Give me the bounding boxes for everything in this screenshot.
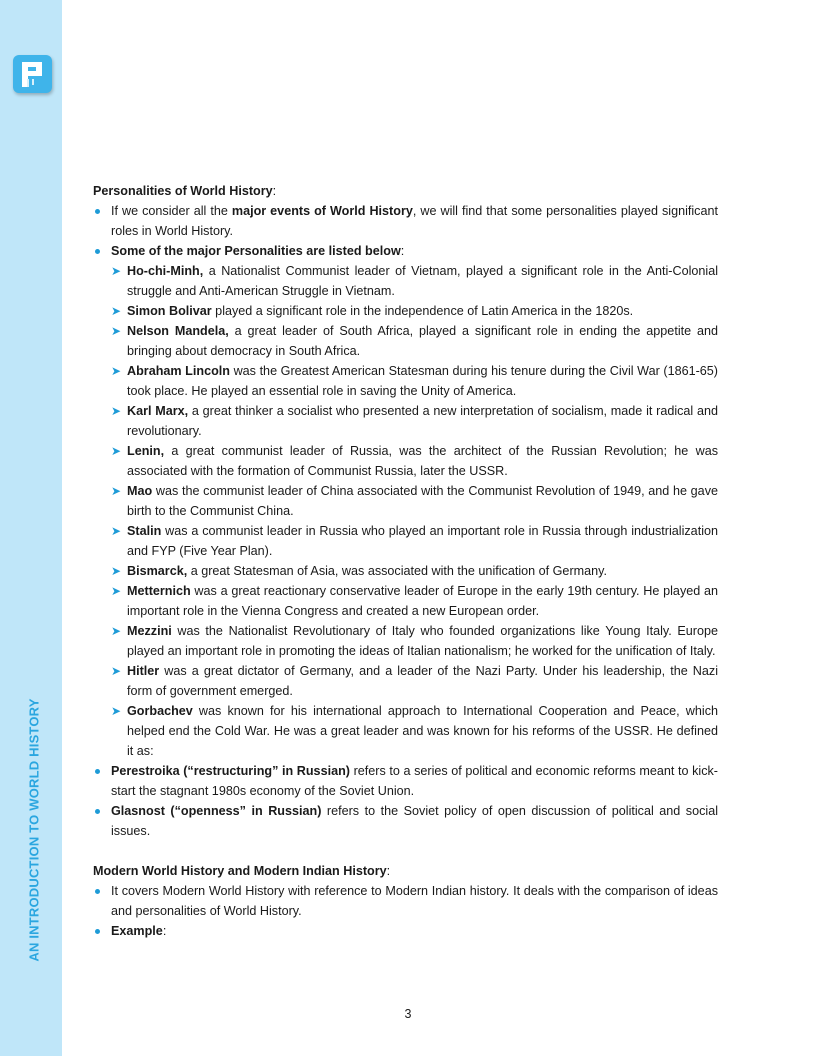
personality-item	[111, 581, 718, 621]
personality-description: was known for his international approach to International Cooperation and Peace, which helped end the Cold War. He was a great leader and was known for his reforms of the USSR. He defined it as:	[127, 704, 718, 758]
arrow-bullet-icon: ➤	[111, 664, 122, 678]
personality-item	[111, 261, 718, 301]
personality-name: Lenin,	[127, 444, 165, 458]
bullet-item-example: Example:	[93, 921, 718, 941]
personality-list	[111, 261, 718, 761]
bullet-item-glasnost: Glasnost (“openness” in Russian) refers to the Soviet policy of open discussion of political and social issues.	[93, 801, 718, 841]
bullet-item-modern-history: It covers Modern World History with reference to Modern Indian history. It deals with the comparison of ideas and personalities of World History.	[93, 881, 718, 921]
personality-description: a great Statesman of Asia, was associated with the unification of Germany.	[187, 564, 607, 578]
arrow-bullet-icon: ➤	[111, 524, 122, 538]
personality-description: a great thinker a socialist who presented a new interpretation of socialism, made it radical and revolutionary.	[127, 404, 718, 438]
arrow-bullet-icon: ➤	[111, 264, 122, 278]
section-heading-personalities: Personalities of World History:	[93, 184, 277, 198]
sidebar	[0, 0, 62, 1056]
personality-description: was a great reactionary conservative leader of Europe in the early 19th century. He played an important role in the Vienna Congress and created a new European order.	[127, 584, 718, 618]
arrow-bullet-icon: ➤	[111, 584, 122, 598]
personality-item	[111, 441, 718, 481]
personality-name: Bismarck,	[127, 564, 188, 578]
personality-name: Simon Bolivar	[127, 304, 212, 318]
personality-item	[111, 621, 718, 661]
personality-name: Stalin	[127, 524, 162, 538]
arrow-bullet-icon: ➤	[111, 484, 122, 498]
personality-name: Nelson Mandela,	[127, 324, 229, 338]
personality-name: Karl Marx,	[127, 404, 189, 418]
personality-name: Hitler	[127, 664, 160, 678]
section-heading-modern-history: Modern World History and Modern Indian History:	[93, 864, 391, 878]
personality-name: Gorbachev	[127, 704, 193, 718]
personality-description: was the communist leader of China associated with the Communist Revolution of 1949, and he gave birth to the Communist China.	[127, 484, 718, 518]
personality-description: a great communist leader of Russia, was the architect of the Russian Revolution; he was associated with the formation of Communist Russia, later the USSR.	[127, 444, 718, 478]
personalities-bullet-list	[93, 201, 718, 841]
personality-name: Ho-chi-Minh,	[127, 264, 204, 278]
arrow-bullet-icon: ➤	[111, 704, 122, 718]
personality-description: was a communist leader in Russia who played an important role in Russia through industrialization and FYP (Five Year Plan).	[127, 524, 718, 558]
bullet-item-major-events: If we consider all the major events of World History, we will find that some personalities played significant roles in World History.	[93, 201, 718, 241]
personality-description: a great leader of South Africa, played a significant role in ending the appetite and bringing about democracy in South Africa.	[127, 324, 718, 358]
personality-description: a Nationalist Communist leader of Vietnam, played a significant role in the Anti-Colonial struggle and Anti-American Struggle in Vietnam.	[127, 264, 718, 298]
logo-p-icon	[13, 55, 52, 93]
page-number: 3	[404, 1007, 412, 1021]
personality-item	[111, 321, 718, 361]
arrow-bullet-icon: ➤	[111, 624, 122, 638]
book-title: AN INTRODUCTION TO WORLD HISTORY	[26, 698, 42, 962]
arrow-bullet-icon: ➤	[111, 444, 122, 458]
bullet-item-perestroika: Perestroika (“restructuring” in Russian) refers to a series of political and economic reforms meant to kick-start the stagnant 1980s economy of the Soviet Union.	[93, 761, 718, 801]
personality-description: was a great dictator of Germany, and a leader of the Nazi Party. Under his leadership, the Nazi form of government emerged.	[127, 664, 718, 698]
arrow-bullet-icon: ➤	[111, 324, 122, 338]
page-content	[93, 181, 718, 941]
personality-name: Abraham Lincoln	[127, 364, 230, 378]
personality-item	[111, 481, 718, 521]
arrow-bullet-icon: ➤	[111, 304, 122, 318]
personality-name: Mao	[127, 484, 153, 498]
personality-description: was the Nationalist Revolutionary of Italy who founded organizations like Young Italy. Europe played an important role in promoting the ideas of Italian nationalism; he worked for the unification of Italy.	[127, 624, 718, 658]
bullet-item-major-personalities: Some of the major Personalities are listed below: ➤ Ho-chi-Minh, a Nationalist Communist leader of Vietnam, played a significant role in the Anti-Colonial struggle and Anti-American Struggle in Vietnam. ➤ Simon Bolivar played a significant role in the independence of Latin America in the 1820s. ➤ Nelson Mandela, a great leader of South Africa, played a significant role in ending the appetite and bringing about democracy in South Africa. ➤ Abraham Lincoln was the Greatest American Statesman during his tenure during the Civil War (1861-65) took place. He played an essential role in saving the Unity of America. ➤ Karl Marx, a great thinker a socialist who presented a new interpretation of socialism, made it radical and revolutionary. ➤ Lenin, a great communist leader of Russia, was the architect of the Russian Revolution; he was associated with the formation of Communist Russia, later the USSR. ➤ Mao was the communist leader of China associated with the Communist Revolution of 1949, and he gave birth to the Communist China. ➤ Stalin was a communist leader in Russia who played an important role in Russia through industrialization and FYP (Five Year Plan). ➤ Bismarck, a great Statesman of Asia, was associated with the unification of Germany. ➤ Metternich was a great reactionary conservative leader of Europe in the early 19th century. He played an important role in the Vienna Congress and created a new European order. ➤ Mezzini was the Nationalist Revolutionary of Italy who founded organizations like Young Italy. Europe played an important role in promoting the ideas of Italian nationalism; he worked for the unification of Italy. ➤ Hitler was a great dictator of Germany, and a leader of the Nazi Party. Under his leadership, the Nazi form of government emerged. ➤ Gorbachev was known for his international approach to International Cooperation and Peace, which helped end the Cold War. He was a great leader and was known for his reforms of the USSR. He defined it as:	[93, 241, 718, 761]
personality-item	[111, 561, 718, 581]
personality-item	[111, 701, 718, 761]
personality-name: Metternich	[127, 584, 191, 598]
personality-item	[111, 301, 718, 321]
personality-name: Mezzini	[127, 624, 172, 638]
personality-description: played a significant role in the independence of Latin America in the 1820s.	[211, 304, 634, 318]
personality-item	[111, 521, 718, 561]
personality-item	[111, 661, 718, 701]
arrow-bullet-icon: ➤	[111, 564, 122, 578]
arrow-bullet-icon: ➤	[111, 364, 122, 378]
personality-item	[111, 361, 718, 401]
modern-history-bullet-list	[93, 881, 718, 941]
personality-description: was the Greatest American Statesman during his tenure during the Civil War (1861-65) took place. He played an essential role in saving the Unity of America.	[127, 364, 718, 398]
personality-item	[111, 401, 718, 441]
publisher-logo	[13, 55, 52, 93]
arrow-bullet-icon: ➤	[111, 404, 122, 418]
